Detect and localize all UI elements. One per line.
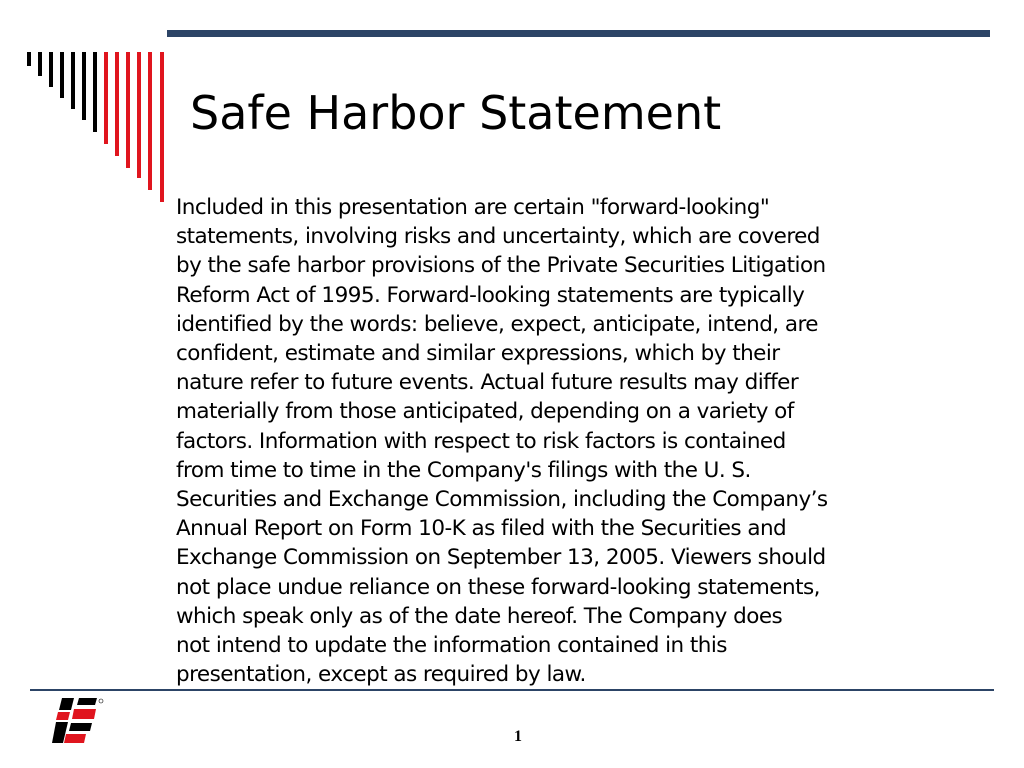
top-rule [167, 30, 990, 37]
decoration-bar [38, 52, 42, 76]
decoration-bar [82, 52, 86, 120]
decoration-bar [71, 52, 75, 109]
decoration-bar [137, 52, 141, 178]
decoration-bar [104, 52, 108, 144]
bottom-rule [30, 689, 994, 691]
decoration-bar [27, 52, 31, 66]
decoration-bar [115, 52, 119, 156]
decoration-bar [60, 52, 64, 98]
safe-harbor-body: Included in this presentation are certain "forward-looking" statements, involving risks and uncertainty, which are covered by the safe harbor provisions of the Private Securities Litigation Reform Act of 1995. Forward-looking statements are typically identified by the words: believe, expect, anticipate, intend, are confident, estimate and similar expressions, which by their nature refer to future events. Actual future results may differ materially from those anticipated, depending on a variety of factors. Information with respect to risk factors is contained from time to time in the Company's filings with the U. S. Securities and Exchange Commission, including the Company’s Annual Report on Form 10-K as filed with the Securities and Exchange Commission on September 13, 2005. Viewers should not place undue reliance on these forward-looking statements, which speak only as of the date hereof. The Company does not intend to update the information contained in this presentation, except as required by law. [176, 195, 828, 688]
decoration-bar [148, 52, 152, 190]
decoration-bar [126, 52, 130, 168]
decoration-bar [160, 52, 164, 202]
company-logo [52, 698, 104, 744]
page-number: 1 [514, 728, 522, 745]
decoration-bar [93, 52, 97, 132]
decoration-bar [49, 52, 53, 87]
slide-title: Safe Harbor Statement [190, 86, 722, 140]
